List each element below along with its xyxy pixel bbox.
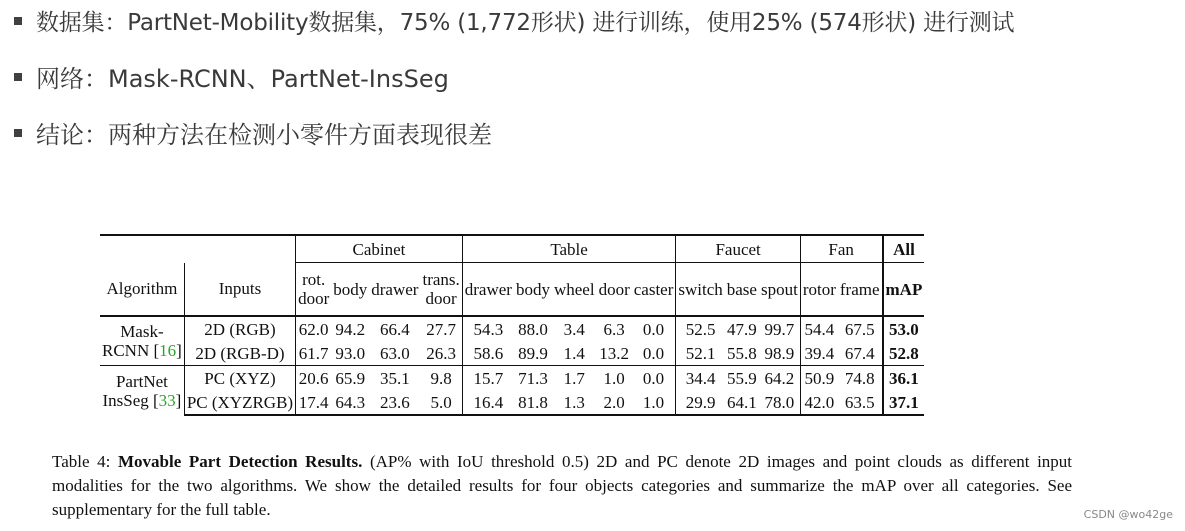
value-cell: 0.0 bbox=[632, 366, 676, 391]
value-cell: 66.4 bbox=[369, 316, 420, 341]
bullet-dataset bbox=[14, 8, 1014, 38]
header-door: door bbox=[597, 263, 632, 317]
table-row bbox=[100, 341, 924, 366]
header-inputs: Inputs bbox=[184, 263, 295, 317]
bullet-network bbox=[14, 64, 449, 94]
value-cell: 6.3 bbox=[597, 316, 632, 341]
value-cell: 50.9 bbox=[800, 366, 838, 391]
value-cell: 65.9 bbox=[331, 366, 369, 391]
value-cell: 9.8 bbox=[420, 366, 462, 391]
value-cell: 64.1 bbox=[725, 390, 759, 415]
watermark: CSDN @wo42ge bbox=[1083, 508, 1173, 521]
value-cell: 54.4 bbox=[800, 316, 838, 341]
header-rot-door: rot. door bbox=[296, 263, 332, 317]
algorithm-partnet-insseg: PartNet InsSeg [33] bbox=[100, 366, 184, 416]
bullet-text: 结论：两种方法在检测小零件方面表现很差 bbox=[36, 121, 492, 149]
value-cell: 88.0 bbox=[514, 316, 552, 341]
value-cell: 55.9 bbox=[725, 366, 759, 391]
value-cell: 1.3 bbox=[552, 390, 597, 415]
caption-label: Table 4: bbox=[52, 452, 111, 471]
header-wheel: wheel bbox=[552, 263, 597, 317]
value-cell: 3.4 bbox=[552, 316, 597, 341]
bullet-conclusion bbox=[14, 120, 492, 150]
bullet-square-icon bbox=[14, 17, 22, 25]
input-cell: 2D (RGB-D) bbox=[184, 341, 295, 366]
header-drawer: drawer bbox=[369, 263, 420, 317]
caption-text: (AP% with IoU threshold 0.5) 2D and PC denote 2D images and point clouds as different input modalities for the two algorithms. We show the detailed results for four objects categories and summarize the mAP over all categories. See supplementary for the full table. bbox=[52, 452, 1073, 519]
value-cell: 2.0 bbox=[597, 390, 632, 415]
value-cell: 63.5 bbox=[838, 390, 883, 415]
value-cell: 61.7 bbox=[298, 343, 329, 363]
value-cell: 67.4 bbox=[838, 341, 883, 366]
value-cell: 63.0 bbox=[379, 343, 410, 363]
bullet-text: 网络：Mask-RCNN、PartNet-InsSeg bbox=[36, 65, 449, 93]
header-map: mAP bbox=[883, 263, 925, 317]
value-cell: 0.0 bbox=[632, 341, 676, 366]
value-cell: 81.8 bbox=[514, 390, 552, 415]
header-algorithm: Algorithm bbox=[100, 263, 184, 317]
header-base: base bbox=[725, 263, 759, 317]
value-cell: 71.3 bbox=[514, 366, 552, 391]
bullet-text: 数据集：PartNet-Mobility数据集，75% (1,772形状) 进行训练，使用25% (574形状) 进行测试 bbox=[36, 10, 1015, 36]
group-all: All bbox=[883, 235, 925, 263]
map-cell: 37.1 bbox=[883, 390, 925, 415]
value-cell: 52.1 bbox=[685, 343, 716, 363]
value-cell: 67.5 bbox=[838, 316, 883, 341]
header-frame: frame bbox=[838, 263, 883, 317]
value-cell: 1.0 bbox=[597, 366, 632, 391]
value-cell: 93.0 bbox=[335, 343, 366, 363]
value-cell: 1.7 bbox=[552, 366, 597, 391]
value-cell: 1.4 bbox=[563, 343, 585, 363]
group-header-row bbox=[100, 235, 924, 263]
citation-link[interactable]: 33 bbox=[158, 390, 176, 410]
value-cell: 1.0 bbox=[632, 390, 676, 415]
group-table: Table bbox=[462, 235, 676, 263]
value-cell: 17.4 bbox=[296, 390, 332, 415]
caption-title: Movable Part Detection Results. bbox=[118, 452, 363, 471]
header-switch: switch bbox=[676, 263, 725, 317]
value-cell: 26.3 bbox=[420, 341, 462, 366]
value-cell: 5.0 bbox=[420, 390, 462, 415]
table-row bbox=[100, 316, 924, 341]
value-cell: 74.8 bbox=[838, 366, 883, 391]
value-cell: 52.5 bbox=[676, 316, 725, 341]
value-cell: 78.0 bbox=[759, 390, 800, 415]
value-cell: 64.3 bbox=[331, 390, 369, 415]
results-table bbox=[100, 234, 924, 416]
value-cell: 13.2 bbox=[599, 343, 630, 363]
map-cell: 36.1 bbox=[883, 366, 925, 391]
value-cell: 94.2 bbox=[331, 316, 369, 341]
input-cell: PC (XYZ) bbox=[184, 366, 295, 391]
group-cabinet: Cabinet bbox=[296, 235, 463, 263]
header-rotor: rotor bbox=[800, 263, 838, 317]
bullet-square-icon bbox=[14, 129, 22, 137]
header-spout: spout bbox=[759, 263, 800, 317]
table-caption bbox=[52, 450, 1072, 522]
map-cell: 52.8 bbox=[889, 343, 919, 363]
header-trans-door: trans. door bbox=[420, 263, 462, 317]
value-cell: 64.2 bbox=[759, 366, 800, 391]
value-cell: 62.0 bbox=[296, 316, 332, 341]
value-cell: 55.8 bbox=[727, 343, 757, 363]
bullet-square-icon bbox=[14, 73, 22, 81]
value-cell: 42.0 bbox=[800, 390, 838, 415]
value-cell: 27.7 bbox=[420, 316, 462, 341]
input-cell: PC (XYZRGB) bbox=[184, 390, 295, 415]
algorithm-mask-rcnn: Mask- RCNN [16] bbox=[100, 316, 184, 366]
value-cell: 98.9 bbox=[759, 341, 800, 366]
column-header-row bbox=[100, 263, 924, 317]
value-cell: 35.1 bbox=[369, 366, 420, 391]
value-cell: 89.9 bbox=[518, 343, 548, 363]
group-fan: Fan bbox=[800, 235, 882, 263]
value-cell: 23.6 bbox=[369, 390, 420, 415]
value-cell: 29.9 bbox=[676, 390, 725, 415]
value-cell: 34.4 bbox=[676, 366, 725, 391]
header-table-drawer: drawer bbox=[462, 263, 514, 317]
value-cell: 16.4 bbox=[462, 390, 514, 415]
citation-link[interactable]: 16 bbox=[159, 341, 177, 360]
map-cell: 53.0 bbox=[883, 316, 925, 341]
header-table-body: body bbox=[514, 263, 552, 317]
value-cell: 20.6 bbox=[296, 366, 332, 391]
group-faucet: Faucet bbox=[676, 235, 800, 263]
header-body: body bbox=[331, 263, 369, 317]
value-cell: 58.6 bbox=[473, 343, 504, 363]
paper-figure bbox=[34, 220, 1072, 524]
table-row bbox=[100, 390, 924, 415]
input-cell: 2D (RGB) bbox=[184, 316, 295, 341]
value-cell: 47.9 bbox=[725, 316, 759, 341]
value-cell: 15.7 bbox=[462, 366, 514, 391]
value-cell: 99.7 bbox=[759, 316, 800, 341]
table-row bbox=[100, 366, 924, 391]
header-caster: caster bbox=[632, 263, 676, 317]
value-cell: 39.4 bbox=[804, 343, 835, 363]
value-cell: 54.3 bbox=[462, 316, 514, 341]
value-cell: 0.0 bbox=[632, 316, 676, 341]
